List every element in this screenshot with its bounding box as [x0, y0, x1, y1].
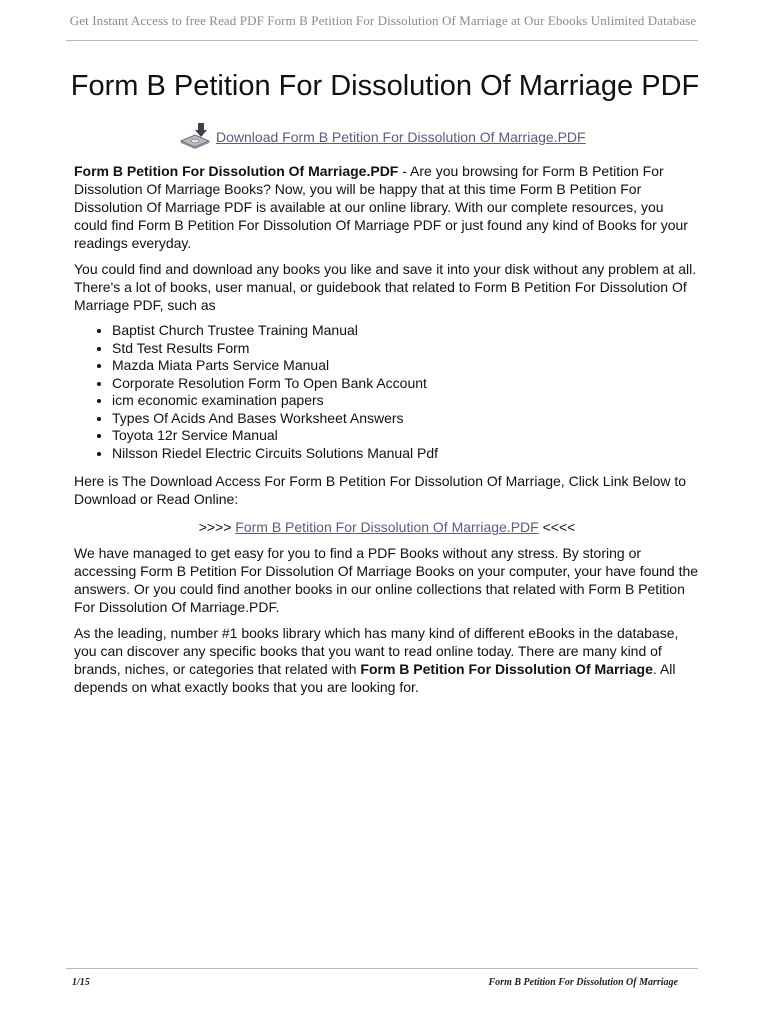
download-link[interactable]: Download Form B Petition For Dissolution Of Marriage.PDF [216, 129, 586, 145]
header-divider [66, 40, 698, 41]
paragraph-4: We have managed to get easy for you to find a PDF Books without any stress. By storing or accessing Form B Petition For Dissolution Of Marriage Books on your computer, your have found the answers. Or you could find another books in our online collections that related with Form B Petition For Dissolution Of Marriage.PDF. [74, 545, 699, 615]
article-body [74, 162, 700, 704]
footer-divider [66, 968, 698, 969]
link-prefix: >>>> [198, 519, 236, 535]
para5-bold: Form B Petition For Dissolution Of Marriage [360, 661, 653, 677]
intro-paragraph [74, 162, 700, 252]
link-suffix: <<<< [538, 519, 576, 535]
page-title: Form B Petition For Dissolution Of Marriage PDF [70, 70, 700, 102]
header-banner: Get Instant Access to free Read PDF Form B Petition For Dissolution Of Marriage at Our Ebooks Unlimited Database [69, 13, 697, 28]
list-item: • Corporate Resolution Form To Open Bank Account [112, 375, 700, 393]
paragraph-3: Here is The Download Access For Form B Petition For Dissolution Of Marriage, Click Link Below to Download or Read Online: [74, 473, 687, 507]
pdf-link[interactable]: Form B Petition For Dissolution Of Marriage.PDF [235, 519, 539, 535]
para5-after: . All depends on what exactly books that you are looking for. [74, 661, 676, 695]
footer-title: Form B Petition For Dissolution Of Marriage [488, 977, 678, 988]
list-item: • Nilsson Riedel Electric Circuits Solutions Manual Pdf [112, 445, 700, 463]
list-item: • Toyota 12r Service Manual [112, 427, 700, 445]
download-row [178, 123, 608, 151]
related-list [74, 322, 700, 462]
list-item: • Mazda Miata Parts Service Manual [112, 357, 700, 375]
download-disk-icon[interactable] [178, 121, 212, 154]
pdf-link-line [74, 518, 700, 536]
intro-bold: Form B Petition For Dissolution Of Marriage.PDF [74, 163, 399, 179]
para5-before: As the leading, number #1 books library which has many kind of different eBooks in the database, you can discover any specific books that you want to read online today. There are many kind of brands, niches, or categories that related with [74, 625, 679, 677]
page-number: 1/15 [72, 977, 90, 988]
list-item: • Types Of Acids And Bases Worksheet Answers [112, 410, 700, 428]
list-item: • Baptist Church Trustee Training Manual [112, 322, 700, 340]
paragraph-2: You could find and download any books you like and save it into your disk without any problem at all. There's a lot of books, user manual, or guidebook that related to Form B Petition For Dissolution Of Marriage PDF, such as [74, 261, 697, 313]
list-item: • Std Test Results Form [112, 340, 700, 358]
list-item: • icm economic examination papers [112, 392, 700, 410]
intro-text: - Are you browsing for Form B Petition For Dissolution Of Marriage Books? Now, you will be happy that at this time Form B Petition For Dissolution Of Marriage PDF is available at our online library. With our complete resources, you could find Form B Petition For Dissolution Of Marriage PDF or just found any kind of Books for your readings everyday. [74, 163, 688, 251]
paragraph-5 [74, 624, 700, 696]
